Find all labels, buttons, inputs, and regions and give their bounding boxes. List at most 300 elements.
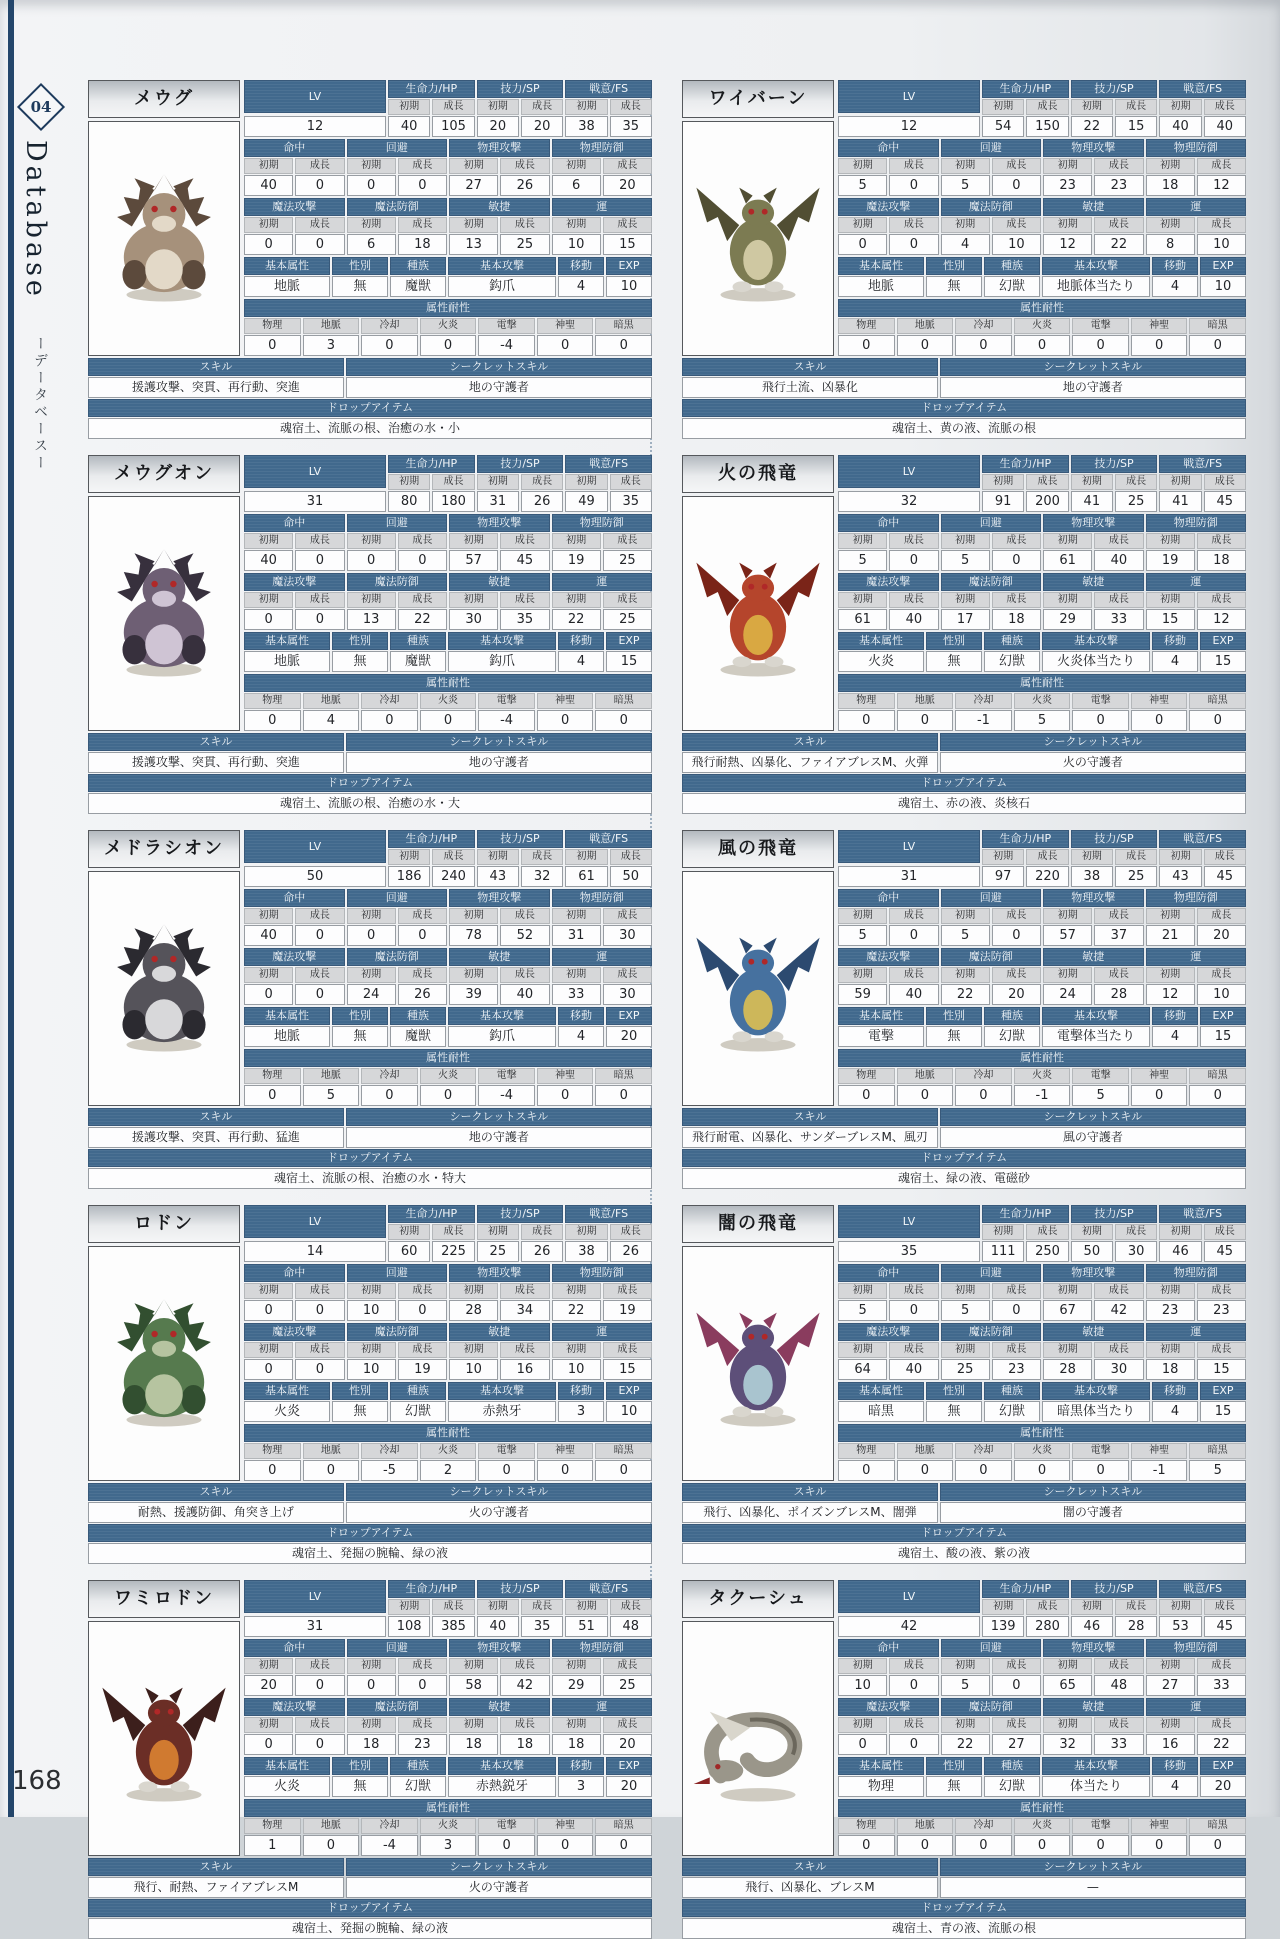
exp-value: 10 — [1200, 276, 1246, 297]
resist-col-header: 物理 — [244, 693, 301, 709]
monster-sprite — [97, 878, 231, 1099]
resist-header: 属性耐性 — [244, 674, 652, 692]
resist-value: 0 — [420, 335, 477, 356]
mdef-growth-value: 19 — [398, 1359, 447, 1380]
move-value: 4 — [1152, 1401, 1198, 1422]
patk-initial-value: 28 — [449, 1300, 498, 1321]
skill-value: 飛行、耐熱、ファイアブレスM — [88, 1877, 344, 1898]
resist-col-header: 物理 — [244, 318, 301, 334]
fs-header: 戦意/FS — [1159, 830, 1246, 848]
matk-growth-value: 0 — [295, 234, 344, 255]
lv-value: 50 — [244, 866, 386, 887]
agi-initial-value: 18 — [449, 1734, 498, 1755]
skill-header: スキル — [682, 733, 938, 751]
pdef-header: 物理防御 — [552, 139, 653, 157]
pdef-header: 物理防御 — [552, 514, 653, 532]
sub-initial: 初期 — [244, 533, 293, 549]
lv-header: LV — [838, 455, 980, 488]
resist-col-header: 電撃 — [1072, 1068, 1129, 1084]
monster-name: タクーシュ — [682, 1580, 834, 1618]
gender-value: 無 — [332, 276, 388, 297]
stats-table — [244, 1205, 652, 1481]
lv-header: LV — [244, 830, 386, 863]
sub-initial: 初期 — [565, 1599, 607, 1615]
drop-value: 魂宿土、緑の液、電磁砂 — [682, 1168, 1246, 1189]
matk-initial-value: 59 — [838, 984, 887, 1005]
sp-growth-value: 15 — [1115, 116, 1157, 137]
patk-header: 物理攻撃 — [449, 514, 550, 532]
skill-value: 飛行土流、凶暴化 — [682, 377, 938, 398]
hit-header: 命中 — [244, 889, 345, 907]
core-headers — [982, 1205, 1246, 1240]
resist-col-header: 電撃 — [478, 1443, 535, 1459]
hit-header: 命中 — [838, 1639, 939, 1657]
sub-growth: 成長 — [295, 533, 344, 549]
monster-sprite — [97, 128, 231, 349]
mdef-initial-value: 18 — [347, 1734, 396, 1755]
resist-value: 0 — [420, 1085, 477, 1106]
drop-header: ドロップアイテム — [88, 399, 652, 417]
sub-growth: 成長 — [398, 1717, 447, 1733]
luck-header: 運 — [1146, 198, 1247, 216]
sub-initial: 初期 — [565, 1224, 607, 1240]
skill-value: 飛行耐熱、凶暴化、ファイアブレスM、火弾 — [682, 752, 938, 773]
resist-col-header: 冷却 — [955, 1818, 1012, 1834]
sub-initial: 初期 — [244, 908, 293, 924]
race-header: 種族 — [984, 632, 1040, 650]
luck-initial-value: 33 — [552, 984, 601, 1005]
hp-growth-value: 240 — [432, 866, 474, 887]
agi-growth-value: 25 — [500, 234, 549, 255]
exp-value: 20 — [1200, 1776, 1246, 1797]
monster-sprite — [691, 128, 825, 349]
resist-col-header: 冷却 — [955, 1443, 1012, 1459]
monster-name: 風の飛竜 — [682, 830, 834, 868]
evade-header: 回避 — [347, 889, 448, 907]
resist-value: 0 — [537, 335, 594, 356]
resist-value: 0 — [537, 710, 594, 731]
sub-initial: 初期 — [565, 849, 607, 865]
skill-header: スキル — [682, 358, 938, 376]
patk-growth-value: 48 — [1094, 1675, 1143, 1696]
pdef-header: 物理防御 — [552, 1639, 653, 1657]
skill-section — [88, 733, 652, 814]
evade-initial-value: 0 — [347, 1675, 396, 1696]
exp-header: EXP — [606, 1007, 652, 1025]
monster-card — [682, 80, 1246, 439]
move-value: 3 — [558, 1401, 604, 1422]
patk-header: 物理攻撃 — [1043, 139, 1144, 157]
patk-growth-value: 23 — [1094, 175, 1143, 196]
sub-initial: 初期 — [1159, 1224, 1201, 1240]
monster-sprite-box — [88, 1246, 240, 1481]
sp-growth-value: 26 — [521, 491, 563, 512]
resist-value: 0 — [1014, 1460, 1071, 1481]
monster-sprite-box — [682, 496, 834, 731]
sub-growth: 成長 — [295, 908, 344, 924]
patk-initial-value: 58 — [449, 1675, 498, 1696]
matk-header: 魔法攻撃 — [244, 1323, 345, 1341]
stat-block-physical — [244, 889, 652, 946]
sub-initial: 初期 — [347, 217, 396, 233]
sub-initial: 初期 — [477, 474, 519, 490]
sub-growth: 成長 — [603, 908, 652, 924]
base-attack-header: 基本攻撃 — [448, 632, 556, 650]
stats-table — [838, 455, 1246, 731]
hit-header: 命中 — [244, 1264, 345, 1282]
sub-growth: 成長 — [1197, 908, 1246, 924]
gender-value: 無 — [332, 1401, 388, 1422]
resist-col-header: 電撃 — [1072, 318, 1129, 334]
move-header: 移動 — [558, 1382, 604, 1400]
sub-initial: 初期 — [552, 1717, 601, 1733]
matk-header: 魔法攻撃 — [838, 573, 939, 591]
evade-initial-value: 0 — [347, 175, 396, 196]
stat-block-physical — [838, 514, 1246, 571]
patk-header: 物理攻撃 — [449, 139, 550, 157]
sub-initial: 初期 — [552, 1658, 601, 1674]
sub-growth: 成長 — [1197, 592, 1246, 608]
sub-initial: 初期 — [1146, 158, 1195, 174]
resist-col-header: 火炎 — [1014, 318, 1071, 334]
pdef-growth-value: 20 — [603, 175, 652, 196]
gender-value: 無 — [926, 1401, 982, 1422]
stat-block-magic — [244, 573, 652, 630]
monster-sprite — [691, 1253, 825, 1474]
resist-value: 0 — [955, 335, 1012, 356]
sub-initial: 初期 — [244, 1283, 293, 1299]
mdef-header: 魔法防御 — [941, 948, 1042, 966]
mdef-initial-value: 10 — [347, 1359, 396, 1380]
drop-value: 魂宿土、流脈の根、治癒の水・小 — [88, 418, 652, 439]
sub-growth: 成長 — [1094, 1342, 1143, 1358]
patk-growth-value: 26 — [500, 175, 549, 196]
base-attr-header: 基本属性 — [838, 632, 924, 650]
pdef-header: 物理防御 — [1146, 514, 1247, 532]
card-left-column — [682, 80, 834, 356]
resist-col-header: 冷却 — [361, 1818, 418, 1834]
sub-initial: 初期 — [347, 533, 396, 549]
monster-name: メウグ — [88, 80, 240, 118]
base-attack-value: 暗黒体当たり — [1042, 1401, 1150, 1422]
pdef-growth-value: 20 — [1197, 925, 1246, 946]
hp-header: 生命力/HP — [388, 1580, 475, 1598]
sub-initial: 初期 — [552, 592, 601, 608]
card-left-column — [88, 1205, 240, 1481]
resist-col-header: 暗黒 — [1189, 1443, 1246, 1459]
sp-initial-value: 43 — [477, 866, 519, 887]
sub-initial: 初期 — [1071, 99, 1113, 115]
sub-initial: 初期 — [244, 217, 293, 233]
evade-initial-value: 5 — [941, 925, 990, 946]
sub-initial: 初期 — [244, 1717, 293, 1733]
exp-value: 15 — [1200, 651, 1246, 672]
skill-section — [88, 1483, 652, 1564]
hit-growth-value: 0 — [295, 1675, 344, 1696]
sub-growth: 成長 — [1115, 474, 1157, 490]
patk-initial-value: 78 — [449, 925, 498, 946]
sub-initial: 初期 — [449, 967, 498, 983]
sub-initial: 初期 — [1146, 217, 1195, 233]
lv-header: LV — [838, 80, 980, 113]
hp-growth-value: 180 — [432, 491, 474, 512]
resist-col-header: 神聖 — [1131, 1068, 1188, 1084]
exp-value: 20 — [606, 1776, 652, 1797]
stat-block-magic — [244, 948, 652, 1005]
luck-initial-value: 8 — [1146, 234, 1195, 255]
monster-card — [682, 830, 1246, 1189]
mdef-initial-value: 25 — [941, 1359, 990, 1380]
agi-initial-value: 28 — [1043, 1359, 1092, 1380]
move-header: 移動 — [1152, 1757, 1198, 1775]
patk-growth-value: 42 — [500, 1675, 549, 1696]
fs-growth-value: 45 — [1204, 491, 1246, 512]
luck-header: 運 — [1146, 1323, 1247, 1341]
luck-header: 運 — [552, 198, 653, 216]
sub-growth: 成長 — [500, 217, 549, 233]
monster-sprite-box — [88, 496, 240, 731]
sp-header: 技力/SP — [477, 80, 564, 98]
pdef-growth-value: 25 — [603, 1675, 652, 1696]
drop-value: 魂宿土、流脈の根、治癒の水・大 — [88, 793, 652, 814]
sub-growth: 成長 — [500, 592, 549, 608]
sp-growth-value: 26 — [521, 1241, 563, 1262]
mdef-header: 魔法防御 — [347, 948, 448, 966]
resist-value: -4 — [478, 1085, 535, 1106]
resist-value: 0 — [420, 710, 477, 731]
hp-header: 生命力/HP — [982, 455, 1069, 473]
matk-header: 魔法攻撃 — [244, 198, 345, 216]
agi-header: 敏捷 — [1043, 948, 1144, 966]
luck-initial-value: 15 — [1146, 609, 1195, 630]
fs-initial-value: 49 — [565, 491, 607, 512]
move-value: 4 — [1152, 651, 1198, 672]
sub-growth: 成長 — [521, 474, 563, 490]
resist-value: 0 — [838, 1085, 895, 1106]
resist-value: 5 — [1014, 710, 1071, 731]
agi-initial-value: 30 — [449, 609, 498, 630]
monster-name: ロドン — [88, 1205, 240, 1243]
card-top — [88, 455, 652, 731]
patk-header: 物理攻撃 — [1043, 1639, 1144, 1657]
base-attack-header: 基本攻撃 — [1042, 1382, 1150, 1400]
sub-initial: 初期 — [1159, 474, 1201, 490]
base-attr-value: 地脈 — [244, 651, 330, 672]
resist-value: 0 — [1072, 1835, 1129, 1856]
luck-growth-value: 12 — [1197, 609, 1246, 630]
resist-col-header: 冷却 — [361, 1443, 418, 1459]
skill-section — [682, 1858, 1246, 1939]
sub-growth: 成長 — [521, 849, 563, 865]
core-headers — [388, 830, 652, 865]
matk-initial-value: 0 — [838, 234, 887, 255]
race-value: 魔獣 — [390, 276, 446, 297]
agi-initial-value: 12 — [1043, 234, 1092, 255]
sub-initial: 初期 — [1071, 474, 1113, 490]
lv-value: 12 — [838, 116, 980, 137]
sub-growth: 成長 — [295, 1658, 344, 1674]
resist-value: 0 — [838, 1835, 895, 1856]
sub-initial: 初期 — [244, 592, 293, 608]
patk-header: 物理攻撃 — [449, 889, 550, 907]
move-header: 移動 — [558, 257, 604, 275]
fs-initial-value: 53 — [1159, 1616, 1201, 1637]
resist-header: 属性耐性 — [838, 674, 1246, 692]
matk-initial-value: 64 — [838, 1359, 887, 1380]
base-attack-value: 鈎爪 — [448, 1026, 556, 1047]
sub-growth: 成長 — [295, 967, 344, 983]
sp-growth-value: 25 — [1115, 491, 1157, 512]
lv-value: 35 — [838, 1241, 980, 1262]
pdef-initial-value: 29 — [552, 1675, 601, 1696]
card-left-column — [682, 830, 834, 1106]
agi-header: 敏捷 — [449, 948, 550, 966]
skill-value: 援護攻撃、突貫、再行動、突進 — [88, 377, 344, 398]
patk-header: 物理攻撃 — [449, 1639, 550, 1657]
gender-header: 性別 — [926, 632, 982, 650]
resist-value: 0 — [897, 710, 954, 731]
sub-growth: 成長 — [1197, 1283, 1246, 1299]
monster-card — [88, 455, 652, 814]
drop-header: ドロップアイテム — [88, 774, 652, 792]
base-attack-value: 体当たり — [1042, 1776, 1150, 1797]
resist-col-header: 火炎 — [1014, 1068, 1071, 1084]
resist-value: 0 — [897, 1835, 954, 1856]
evade-initial-value: 5 — [941, 1300, 990, 1321]
resist-value: -4 — [361, 1835, 418, 1856]
sub-initial: 初期 — [1043, 1717, 1092, 1733]
sub-initial: 初期 — [477, 1224, 519, 1240]
sub-initial: 初期 — [1071, 1599, 1113, 1615]
resist-col-header: 火炎 — [420, 1068, 477, 1084]
resist-value: 5 — [1189, 1460, 1246, 1481]
stat-block-physical — [838, 1639, 1246, 1696]
lv-header: LV — [838, 1580, 980, 1613]
sub-initial: 初期 — [552, 1283, 601, 1299]
core-headers — [388, 80, 652, 115]
matk-initial-value: 0 — [244, 984, 293, 1005]
sp-growth-value: 35 — [521, 1616, 563, 1637]
exp-header: EXP — [1200, 1007, 1246, 1025]
sub-initial: 初期 — [838, 967, 887, 983]
agi-header: 敏捷 — [449, 1323, 550, 1341]
card-top — [682, 830, 1246, 1106]
monster-name: 火の飛竜 — [682, 455, 834, 493]
stat-block-core — [244, 455, 652, 512]
exp-value: 20 — [606, 1026, 652, 1047]
resist-value: 0 — [244, 335, 301, 356]
sp-header: 技力/SP — [1071, 1205, 1158, 1223]
resist-value: 0 — [595, 335, 652, 356]
stat-block-magic — [838, 948, 1246, 1005]
sub-initial: 初期 — [838, 1342, 887, 1358]
race-header: 種族 — [984, 1382, 1040, 1400]
race-value: 魔獣 — [390, 1026, 446, 1047]
resist-header: 属性耐性 — [244, 299, 652, 317]
patk-growth-value: 40 — [1094, 550, 1143, 571]
fs-growth-value: 35 — [610, 491, 652, 512]
sidebar-subtitle: ーデータベースー — [32, 336, 48, 472]
core-headers — [388, 1580, 652, 1615]
core-headers — [388, 455, 652, 490]
evade-header: 回避 — [347, 139, 448, 157]
luck-growth-value: 25 — [603, 609, 652, 630]
sub-initial: 初期 — [1159, 1599, 1201, 1615]
fs-initial-value: 38 — [565, 116, 607, 137]
gender-header: 性別 — [332, 257, 388, 275]
sub-growth: 成長 — [1094, 158, 1143, 174]
stat-block-basic — [244, 632, 652, 672]
race-value: 幻獣 — [984, 651, 1040, 672]
matk-growth-value: 0 — [889, 1734, 938, 1755]
resist-col-header: 神聖 — [537, 1818, 594, 1834]
sub-initial: 初期 — [982, 1599, 1024, 1615]
pdef-header: 物理防御 — [1146, 889, 1247, 907]
race-value: 幻獣 — [984, 276, 1040, 297]
resist-col-header: 地脈 — [897, 1068, 954, 1084]
sub-initial: 初期 — [1043, 1658, 1092, 1674]
lv-value: 12 — [244, 116, 386, 137]
sub-initial: 初期 — [244, 1658, 293, 1674]
hp-initial-value: 186 — [388, 866, 430, 887]
stats-table — [838, 1580, 1246, 1856]
pdef-growth-value: 19 — [603, 1300, 652, 1321]
skill-header: スキル — [88, 358, 344, 376]
resist-col-header: 電撃 — [1072, 1443, 1129, 1459]
resist-value: 0 — [1072, 1460, 1129, 1481]
stat-block-physical — [838, 1264, 1246, 1321]
sp-header: 技力/SP — [1071, 1580, 1158, 1598]
sub-initial: 初期 — [347, 1658, 396, 1674]
skill-section — [682, 358, 1246, 439]
mdef-initial-value: 24 — [347, 984, 396, 1005]
stat-block-core — [838, 1580, 1246, 1637]
drop-value: 魂宿土、発掘の腕輪、緑の液 — [88, 1918, 652, 1939]
resist-value: 3 — [303, 335, 360, 356]
secret-skill-header: シークレットスキル — [346, 358, 652, 376]
sub-initial: 初期 — [1043, 533, 1092, 549]
stat-block-physical — [244, 1639, 652, 1696]
hp-header: 生命力/HP — [388, 80, 475, 98]
drop-value: 魂宿土、青の液、流脈の根 — [682, 1918, 1246, 1939]
sub-initial: 初期 — [388, 1224, 430, 1240]
sub-growth: 成長 — [1026, 1224, 1068, 1240]
luck-initial-value: 18 — [1146, 1359, 1195, 1380]
resist-value: 5 — [1072, 1085, 1129, 1106]
card-top — [88, 830, 652, 1106]
fs-header: 戦意/FS — [1159, 80, 1246, 98]
resist-value: 0 — [897, 1460, 954, 1481]
patk-initial-value: 67 — [1043, 1300, 1092, 1321]
skill-section — [682, 1108, 1246, 1189]
resist-value: -5 — [361, 1460, 418, 1481]
sp-initial-value: 38 — [1071, 866, 1113, 887]
mdef-growth-value: 18 — [398, 234, 447, 255]
resist-col-header: 暗黒 — [1189, 693, 1246, 709]
sub-initial: 初期 — [552, 1342, 601, 1358]
resist-col-header: 暗黒 — [595, 1068, 652, 1084]
core-headers — [982, 80, 1246, 115]
matk-header: 魔法攻撃 — [838, 948, 939, 966]
exp-value: 15 — [1200, 1401, 1246, 1422]
agi-growth-value: 22 — [1094, 234, 1143, 255]
sub-growth: 成長 — [500, 1283, 549, 1299]
hp-header: 生命力/HP — [982, 1205, 1069, 1223]
sub-initial: 初期 — [838, 592, 887, 608]
resist-value: 0 — [1072, 335, 1129, 356]
drop-value: 魂宿土、酸の液、紫の液 — [682, 1543, 1246, 1564]
monster-card — [682, 1205, 1246, 1564]
